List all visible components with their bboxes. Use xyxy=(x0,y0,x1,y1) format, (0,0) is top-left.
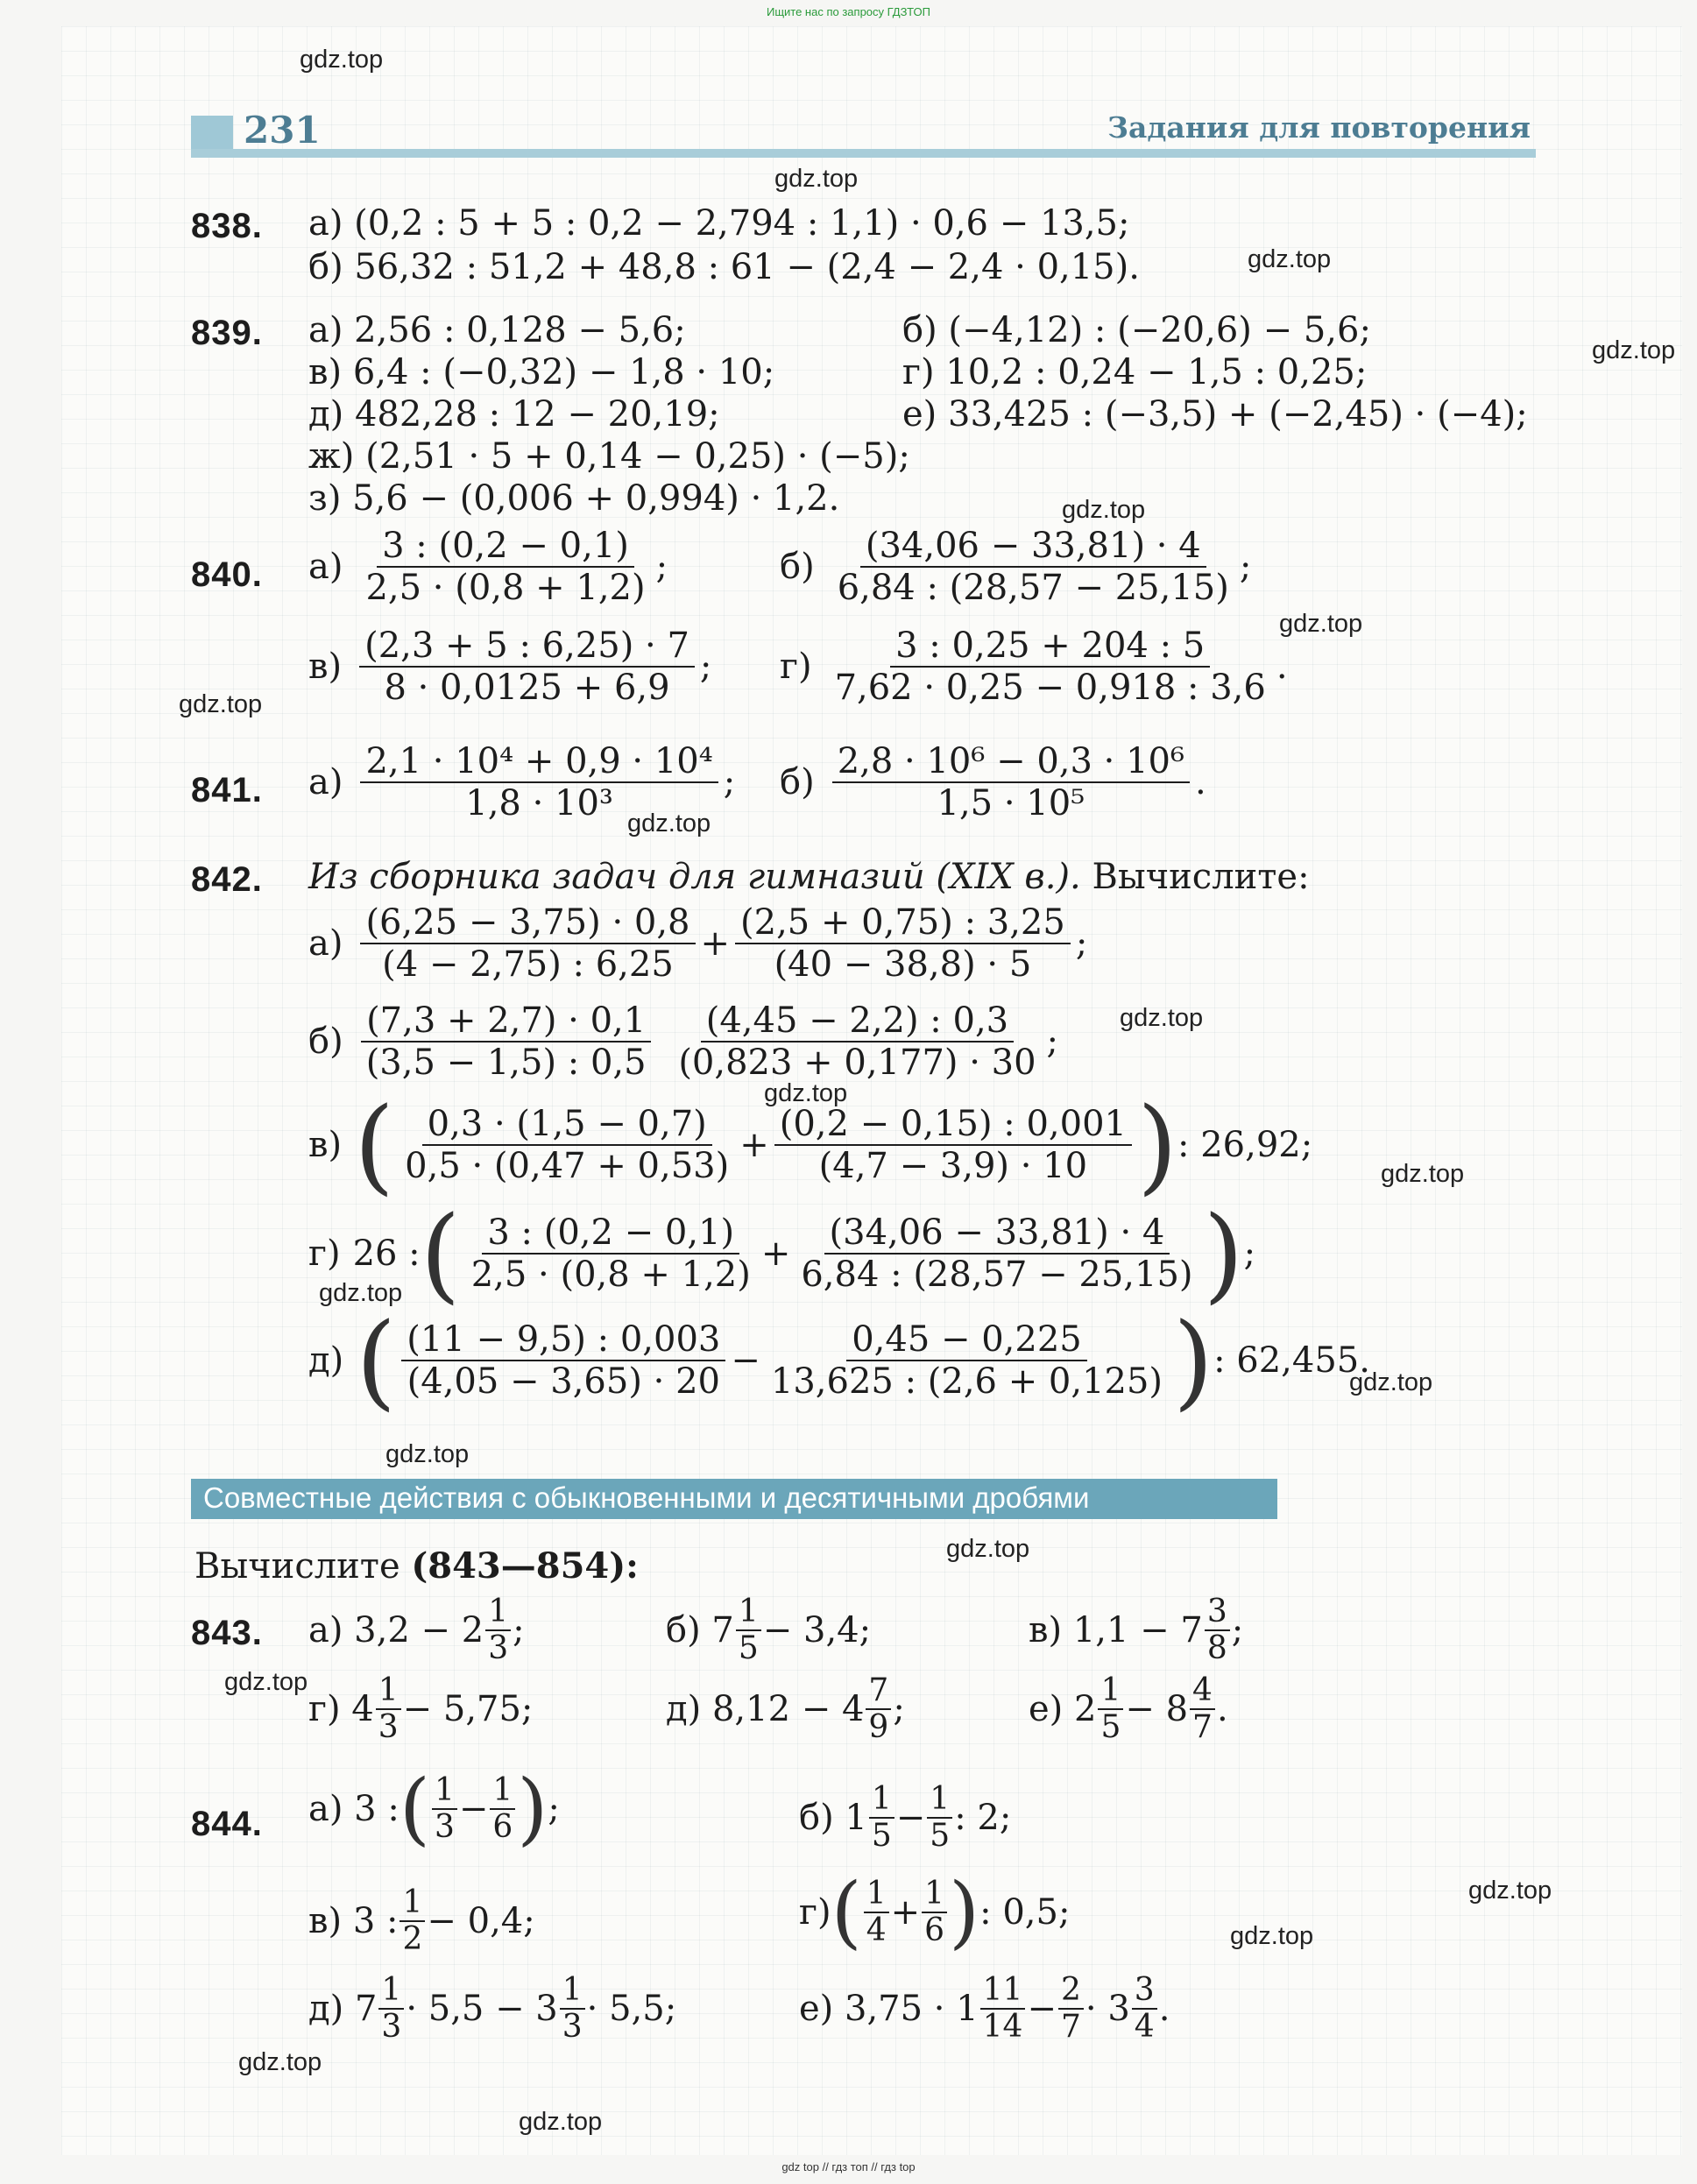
numerator: 11 xyxy=(980,1975,1026,2010)
plus-sign: + xyxy=(739,1125,769,1165)
middle: · 5,5 − 3 xyxy=(406,1989,558,2029)
fraction xyxy=(361,1002,652,1081)
problem-843-a xyxy=(308,1596,525,1665)
item-label: б) xyxy=(780,547,815,587)
problem-839-e: е) 33,425 : (−3,5) + (−2,45) · (−4); xyxy=(902,394,1528,435)
problem-839-zh: ж) (2,51 · 5 + 0,14 − 0,25) · (−5); xyxy=(308,436,910,477)
watermark: gdz.top xyxy=(1248,245,1332,273)
watermark: gdz.top xyxy=(1349,1368,1433,1396)
punctuation: . xyxy=(1276,647,1288,687)
minus-sign: − xyxy=(895,1798,926,1838)
prefix: 26 : xyxy=(352,1233,421,1274)
plus-sign: + xyxy=(760,1233,791,1274)
intro-range: (843—854): xyxy=(411,1545,639,1587)
item-label: а) xyxy=(308,923,343,964)
denominator: (4,05 − 3,65) · 20 xyxy=(407,1361,720,1402)
fraction xyxy=(359,627,695,706)
punctuation: ; xyxy=(1075,923,1088,964)
problem-840-b xyxy=(780,527,1251,606)
minus-sign: − xyxy=(731,1340,760,1381)
plus-sign: + xyxy=(700,923,731,964)
fraction xyxy=(864,1878,889,1947)
fraction xyxy=(432,1772,457,1845)
numerator: (2,5 + 0,75) : 3,25 xyxy=(735,904,1071,944)
fraction xyxy=(766,1321,1168,1400)
denominator: 3 xyxy=(381,2009,402,2045)
prefix: е) 2 xyxy=(1029,1689,1097,1729)
tail: − 0,4; xyxy=(427,1901,535,1941)
denominator: (40 − 38,8) · 5 xyxy=(774,944,1032,985)
punctuation: ; xyxy=(655,547,668,587)
fraction xyxy=(980,1972,1026,2045)
numerator: 4 xyxy=(1190,1675,1215,1710)
item-label: а) xyxy=(308,547,343,587)
prefix: в) 3 : xyxy=(308,1901,399,1941)
numerator: 1 xyxy=(736,1596,761,1631)
watermark: gdz.top xyxy=(319,1279,403,1307)
denominator: 3 xyxy=(434,1809,455,1845)
problem-840-number: 840. xyxy=(191,555,263,594)
item-label: г) xyxy=(308,1233,341,1274)
numerator: 2,8 · 10⁶ − 0,3 · 10⁶ xyxy=(832,743,1190,783)
item-label: в) xyxy=(308,1125,343,1165)
numerator: (0,2 − 0,15) : 0,001 xyxy=(774,1106,1132,1146)
fraction xyxy=(795,1214,1198,1293)
source-title: Из сборника задач для гимназий (XIX в.). xyxy=(308,857,1081,897)
fraction xyxy=(560,1972,585,2045)
denominator: 6 xyxy=(492,1809,513,1845)
tail: ; xyxy=(548,1789,560,1829)
left-paren: ( xyxy=(356,1300,397,1421)
item-label: г) xyxy=(780,647,812,687)
punctuation: ; xyxy=(1046,1021,1059,1062)
problem-843-b xyxy=(666,1596,871,1665)
fraction xyxy=(1132,1972,1157,2045)
fraction xyxy=(866,1672,891,1745)
tail: ; xyxy=(513,1610,525,1650)
fraction xyxy=(400,1106,734,1184)
denominator: 3 xyxy=(562,2009,583,2045)
denominator: 8 xyxy=(1206,1630,1227,1666)
fraction xyxy=(736,1596,761,1665)
problem-844-d xyxy=(308,1972,677,2045)
problem-843-number: 843. xyxy=(191,1614,263,1652)
prefix: д) 7 xyxy=(308,1989,378,2029)
fraction xyxy=(830,627,1271,706)
tail: − 3,4; xyxy=(762,1610,872,1650)
fraction xyxy=(1205,1596,1230,1665)
watermark: gdz.top xyxy=(519,2108,603,2136)
numerator: 1 xyxy=(400,1887,425,1922)
denominator: 2,5 · (0,8 + 1,2) xyxy=(365,568,646,608)
prefix: а) 3 : xyxy=(308,1789,400,1829)
middle: · 3 xyxy=(1085,1989,1130,2029)
denominator: 5 xyxy=(930,1818,951,1854)
denominator: 13,625 : (2,6 + 0,125) xyxy=(770,1361,1163,1402)
fraction xyxy=(735,904,1071,983)
watermark: gdz.top xyxy=(385,1440,470,1468)
watermark: gdz.top xyxy=(224,1668,308,1696)
numerator: 1 xyxy=(1098,1675,1123,1710)
right-paren: ) xyxy=(949,1866,980,1958)
plus-sign: + xyxy=(890,1892,921,1933)
item-label: в) xyxy=(308,647,343,687)
problem-839-b: б) (−4,12) : (−20,6) − 5,6; xyxy=(902,310,1371,350)
denominator: 5 xyxy=(871,1818,892,1854)
denominator: 5 xyxy=(1100,1709,1121,1745)
denominator: 4 xyxy=(1134,2009,1155,2045)
watermark: gdz.top xyxy=(627,809,711,838)
left-paren: ( xyxy=(831,1866,862,1958)
numerator: (4,45 − 2,2) : 0,3 xyxy=(701,1002,1014,1043)
watermark: gdz.top xyxy=(946,1535,1030,1563)
right-paren: ) xyxy=(517,1763,548,1855)
numerator: 1 xyxy=(560,1975,585,2010)
prefix: а) 3,2 − 2 xyxy=(308,1610,484,1650)
denominator: 6,84 : (28,57 − 25,15) xyxy=(837,568,1229,608)
denominator: (4 − 2,75) : 6,25 xyxy=(382,944,674,985)
watermark: gdz.top xyxy=(764,1079,848,1107)
fraction xyxy=(400,1884,425,1957)
problem-842-number: 842. xyxy=(191,860,263,899)
watermark: gdz.top xyxy=(1230,1922,1314,1950)
tail: : 26,92; xyxy=(1177,1125,1313,1165)
fraction xyxy=(378,1972,404,2045)
denominator: 2,5 · (0,8 + 1,2) xyxy=(470,1255,751,1295)
bottom-note: gdz top // гдз топ // гдз top xyxy=(781,2160,916,2173)
numerator: (7,3 + 2,7) · 0,1 xyxy=(361,1002,651,1043)
numerator: 3 : 0,25 + 204 : 5 xyxy=(890,627,1210,668)
right-paren: ) xyxy=(1173,1300,1214,1421)
watermark: gdz.top xyxy=(300,46,384,74)
instruction: Вычислите: xyxy=(1080,857,1310,897)
fraction xyxy=(1098,1672,1123,1745)
numerator: 7 xyxy=(866,1675,891,1710)
punctuation: ; xyxy=(723,762,736,802)
header-rule xyxy=(191,149,1536,158)
problem-839-number: 839. xyxy=(191,314,263,352)
watermark: gdz.top xyxy=(238,2048,322,2076)
numerator: 1 xyxy=(376,1675,401,1710)
denominator: (3,5 − 1,5) : 0,5 xyxy=(365,1043,647,1083)
numerator: 2,1 · 10⁴ + 0,9 · 10⁴ xyxy=(360,743,718,783)
denominator: 4 xyxy=(866,1912,887,1948)
denominator: (4,7 − 3,9) · 10 xyxy=(818,1146,1088,1186)
numerator: 2 xyxy=(1058,1975,1084,2010)
numerator: 0,3 · (1,5 − 0,7) xyxy=(422,1106,712,1146)
punctuation: ; xyxy=(699,647,712,687)
fraction xyxy=(360,527,650,606)
denominator: 7 xyxy=(1060,2009,1081,2045)
watermark: gdz.top xyxy=(1279,610,1363,638)
problem-844-b xyxy=(799,1781,1012,1854)
section-title: Задания для повторения xyxy=(1107,110,1531,145)
fraction xyxy=(485,1596,511,1665)
numerator: 1 xyxy=(490,1775,515,1810)
numerator: 1 xyxy=(485,1596,511,1631)
item-label: д) xyxy=(308,1340,344,1381)
problem-839-d: д) 482,28 : 12 − 20,19; xyxy=(308,394,720,435)
problem-840-v xyxy=(308,627,711,706)
problem-839-a: а) 2,56 : 0,128 − 5,6; xyxy=(308,310,686,350)
denominator: 3 xyxy=(378,1709,399,1745)
problem-844-number: 844. xyxy=(191,1805,263,1843)
section-banner-text: Совместные действия с обыкновенными и десятичными дробями xyxy=(203,1481,1090,1514)
problem-838-number: 838. xyxy=(191,207,263,245)
numerator: 1 xyxy=(864,1878,889,1913)
item-label: а) xyxy=(308,762,343,802)
prefix: г) 4 xyxy=(308,1689,374,1729)
problem-843-v xyxy=(1029,1596,1243,1665)
numerator: (34,06 − 33,81) · 4 xyxy=(824,1214,1170,1255)
problem-840-a xyxy=(308,527,668,606)
punctuation: ; xyxy=(1239,547,1252,587)
numerator: 0,45 − 0,225 xyxy=(846,1321,1087,1361)
denominator: (0,823 + 0,177) · 30 xyxy=(678,1043,1036,1083)
right-paren: ) xyxy=(1136,1085,1178,1205)
minus-sign: − xyxy=(1027,1989,1057,2029)
problem-839-v: в) 6,4 : (−0,32) − 1,8 · 10; xyxy=(308,352,775,392)
fraction xyxy=(1058,1972,1084,2045)
minus-sign: − xyxy=(458,1789,489,1829)
intro-text: Вычислите xyxy=(194,1546,412,1587)
fraction xyxy=(490,1772,515,1845)
tail: . xyxy=(1216,1689,1228,1729)
item-label: б) xyxy=(308,1021,343,1062)
watermark: gdz.top xyxy=(179,690,263,718)
problem-841-b xyxy=(780,743,1206,822)
problem-838-a: а) (0,2 : 5 + 5 : 0,2 − 2,794 : 1,1) · 0,6 − 13,5; xyxy=(308,203,1130,244)
problem-843-d xyxy=(666,1672,905,1745)
middle: − 8 xyxy=(1125,1689,1189,1729)
problem-839-g: г) 10,2 : 0,24 − 1,5 : 0,25; xyxy=(902,352,1368,392)
numerator: 3 xyxy=(1205,1596,1230,1631)
fraction xyxy=(401,1321,725,1400)
watermark: gdz.top xyxy=(774,165,859,193)
punctuation: ; xyxy=(1243,1233,1256,1274)
problem-842-v xyxy=(308,1085,1313,1205)
problem-842-a xyxy=(308,904,1087,983)
numerator: (34,06 − 33,81) · 4 xyxy=(860,527,1206,568)
problem-844-g xyxy=(799,1866,1071,1958)
numerator: 1 xyxy=(378,1975,404,2010)
denominator: 3 xyxy=(488,1630,509,1666)
denominator: 9 xyxy=(868,1709,889,1745)
fraction xyxy=(673,1002,1041,1081)
denominator: 0,5 · (0,47 + 0,53) xyxy=(405,1146,730,1186)
right-paren: ) xyxy=(1203,1193,1244,1314)
denominator: 6 xyxy=(924,1912,945,1948)
problem-840-g xyxy=(780,627,1288,706)
plus-sign xyxy=(657,1021,668,1062)
problem-842-d xyxy=(308,1300,1370,1421)
numerator: (6,25 − 3,75) · 0,8 xyxy=(360,904,695,944)
denominator: 6,84 : (28,57 − 25,15) xyxy=(801,1255,1193,1295)
top-note: Ищите нас по запросу ГДЗТОП xyxy=(766,5,930,18)
denominator: 5 xyxy=(738,1630,759,1666)
problem-843-g xyxy=(308,1672,534,1745)
fraction xyxy=(466,1214,756,1293)
numerator: 1 xyxy=(432,1775,457,1810)
tail: . xyxy=(1158,1989,1170,2029)
denominator: 14 xyxy=(982,2009,1023,2045)
prefix: е) 3,75 · 1 xyxy=(799,1989,979,2029)
fraction xyxy=(376,1672,401,1745)
denominator: 1,8 · 10³ xyxy=(465,783,613,823)
watermark: gdz.top xyxy=(1468,1877,1552,1905)
denominator: 8 · 0,0125 + 6,9 xyxy=(384,668,670,708)
fraction xyxy=(774,1106,1132,1184)
problem-838-b: б) 56,32 : 51,2 + 48,8 : 61 − (2,4 − 2,4 · 0,15). xyxy=(308,247,1140,287)
page-number: 231 xyxy=(244,109,321,152)
intro-line xyxy=(194,1545,639,1587)
numerator: (2,3 + 5 : 6,25) · 7 xyxy=(359,627,695,668)
left-paren: ( xyxy=(399,1763,430,1855)
numerator: 3 : (0,2 − 0,1) xyxy=(482,1214,739,1255)
prefix: б) 1 xyxy=(799,1798,867,1838)
fraction xyxy=(360,904,695,983)
numerator: 1 xyxy=(927,1784,952,1819)
fraction xyxy=(869,1781,894,1854)
left-paren: ( xyxy=(420,1193,461,1314)
problem-844-v xyxy=(308,1884,535,1957)
punctuation: . xyxy=(1195,762,1206,802)
prefix: в) 1,1 − 7 xyxy=(1029,1610,1203,1650)
problem-844-a xyxy=(308,1763,560,1855)
watermark: gdz.top xyxy=(1592,336,1676,364)
denominator: 2 xyxy=(402,1921,423,1957)
denominator: 7,62 · 0,25 − 0,918 : 3,6 xyxy=(834,668,1266,708)
fraction xyxy=(927,1781,952,1854)
tail: ; xyxy=(1231,1610,1244,1650)
problem-839-z: з) 5,6 − (0,006 + 0,994) · 1,2. xyxy=(308,478,840,519)
numerator: 1 xyxy=(869,1784,894,1819)
fraction xyxy=(922,1878,947,1947)
numerator: (11 − 9,5) : 0,003 xyxy=(401,1321,725,1361)
fraction xyxy=(832,743,1190,822)
tail: : 2; xyxy=(954,1798,1012,1838)
tail: : 0,5; xyxy=(979,1892,1071,1933)
numerator: 3 : (0,2 − 0,1) xyxy=(377,527,634,568)
problem-842-title xyxy=(308,857,1310,897)
tail: − 5,75; xyxy=(402,1689,534,1729)
tail: ; xyxy=(893,1689,905,1729)
item-label: б) xyxy=(780,762,815,802)
prefix: д) 8,12 − 4 xyxy=(666,1689,865,1729)
fraction xyxy=(832,527,1234,606)
watermark: gdz.top xyxy=(1381,1160,1465,1188)
problem-842-b xyxy=(308,1002,1058,1081)
problem-844-e xyxy=(799,1972,1170,2045)
numerator: 1 xyxy=(922,1878,947,1913)
watermark: gdz.top xyxy=(1062,496,1146,524)
prefix: г) xyxy=(799,1892,831,1933)
problem-842-g xyxy=(308,1193,1256,1314)
problem-843-e xyxy=(1029,1672,1228,1745)
tail: · 5,5; xyxy=(586,1989,677,2029)
denominator: 7 xyxy=(1192,1709,1213,1745)
left-paren: ( xyxy=(354,1085,395,1205)
watermark: gdz.top xyxy=(1120,1004,1204,1032)
problem-841-number: 841. xyxy=(191,771,263,809)
denominator: 1,5 · 10⁵ xyxy=(937,783,1085,823)
prefix: б) 7 xyxy=(666,1610,734,1650)
tail: : 62,455. xyxy=(1213,1340,1370,1381)
numerator: 3 xyxy=(1132,1975,1157,2010)
fraction xyxy=(1190,1672,1215,1745)
